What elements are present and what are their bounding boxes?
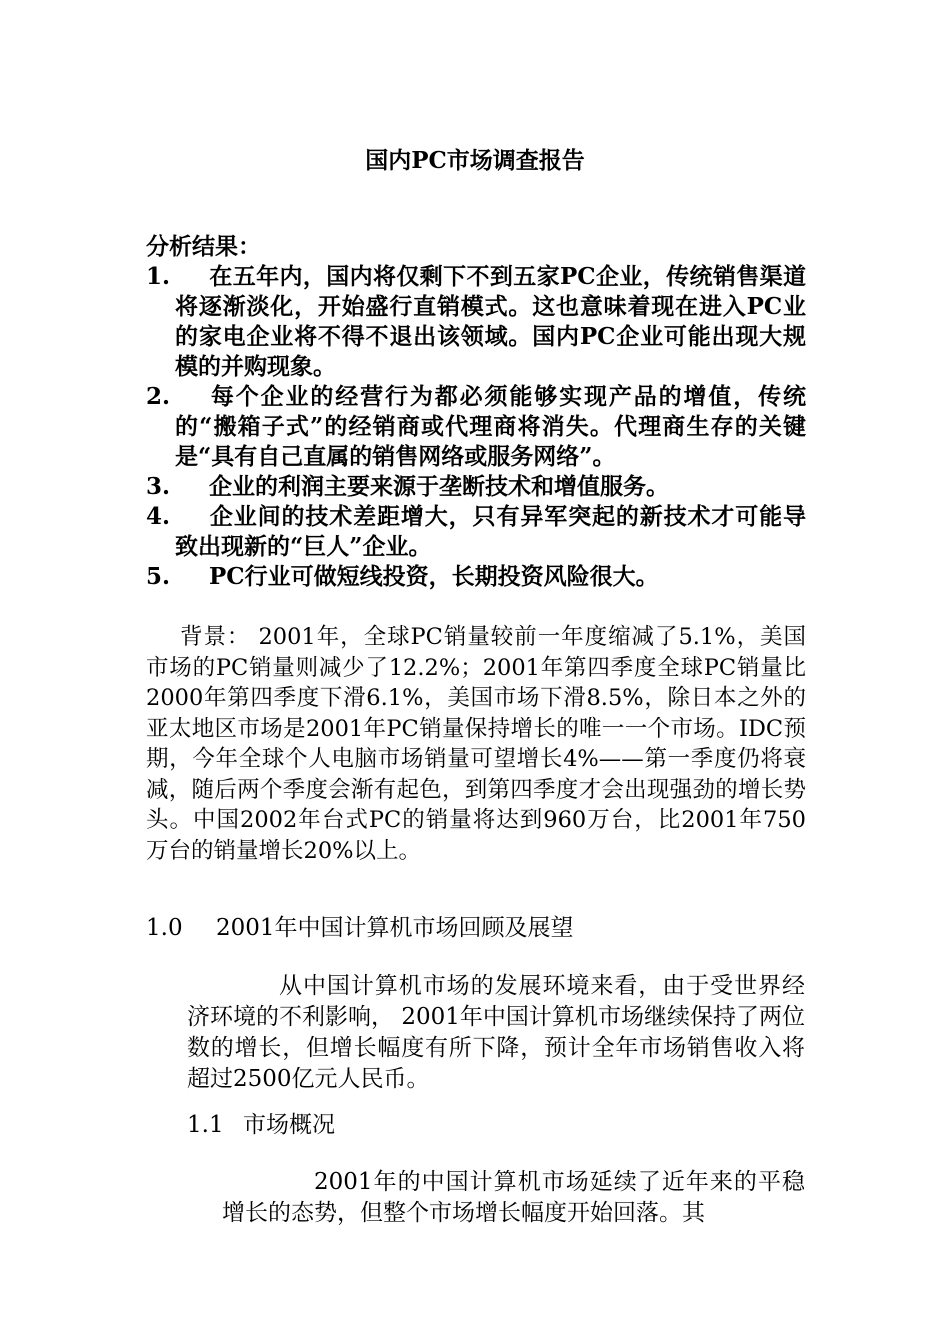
section-number: 1.0 xyxy=(146,915,183,941)
analysis-heading: 分析结果： xyxy=(146,233,261,260)
result-text: 企业的利润主要来源于垄断技术和增值服务。 xyxy=(209,473,669,500)
result-number: 2. xyxy=(146,383,171,410)
result-item xyxy=(146,472,806,502)
section-1-0-paragraph: 从中国计算机市场的发展环境来看，由于受世界经济环境的不利影响， 2001年中国计算机市场继续保持了两位数的增长，但增长幅度有所下降，预计全年市场销售收入将超过2500亿元人民币。 xyxy=(187,973,805,1092)
result-number: 5. xyxy=(146,563,171,590)
result-number: 4. xyxy=(146,503,171,530)
section-1-1-paragraph: 2001年的中国计算机市场延续了近年来的平稳增长的态势，但整个市场增长幅度开始回落。其 xyxy=(222,1169,805,1226)
result-number: 3. xyxy=(146,473,171,500)
result-item xyxy=(146,562,806,592)
background-paragraph: 背景： 2001年，全球PC销量较前一年度缩减了5.1%，美国市场的PC销量则减少了12.2%；2001年第四季度全球PC销量比2000年第四季度下滑6.1%，美国市场下滑8.5%，除日本之外的亚太地区市场是2001年PC销量保持增长的唯一一个市场。IDC预期，今年全球个人电脑市场销量可望增长4%——第一季度仍将衰减，随后两个季度会渐有起色，到第四季度才会出现强劲的增长势头。中国2002年台式PC的销量将达到960万台，比2001年750万台的销量增长20%以上。 xyxy=(146,624,806,864)
section-number: 1.1 xyxy=(187,1112,224,1138)
result-item xyxy=(146,382,806,472)
result-item xyxy=(146,262,806,382)
result-text: 企业间的技术差距增大，只有异军突起的新技术才可能导致出现新的“巨人”企业。 xyxy=(175,503,806,560)
document-title: 国内PC市场调查报告 xyxy=(365,147,585,174)
result-item xyxy=(146,502,806,562)
section-1-1-heading xyxy=(187,1110,335,1140)
section-title: 2001年中国计算机市场回顾及展望 xyxy=(216,915,574,941)
result-text: PC行业可做短线投资，长期投资风险很大。 xyxy=(209,563,659,590)
section-1-0-heading xyxy=(146,913,574,943)
section-title: 市场概况 xyxy=(243,1112,335,1138)
result-text: 在五年内，国内将仅剩下不到五家PC企业，传统销售渠道将逐渐淡化，开始盛行直销模式。这也意味着现在进入PC业的家电企业将不得不退出该领域。国内PC企业可能出现大规模的并购现象。 xyxy=(175,263,806,380)
result-text: 每个企业的经营行为都必须能够实现产品的增值，传统的“搬箱子式”的经销商或代理商将消失。代理商生存的关键是“具有自己直属的销售网络或服务网络”。 xyxy=(175,383,806,470)
result-number: 1. xyxy=(146,263,171,290)
analysis-results-list xyxy=(146,262,806,592)
